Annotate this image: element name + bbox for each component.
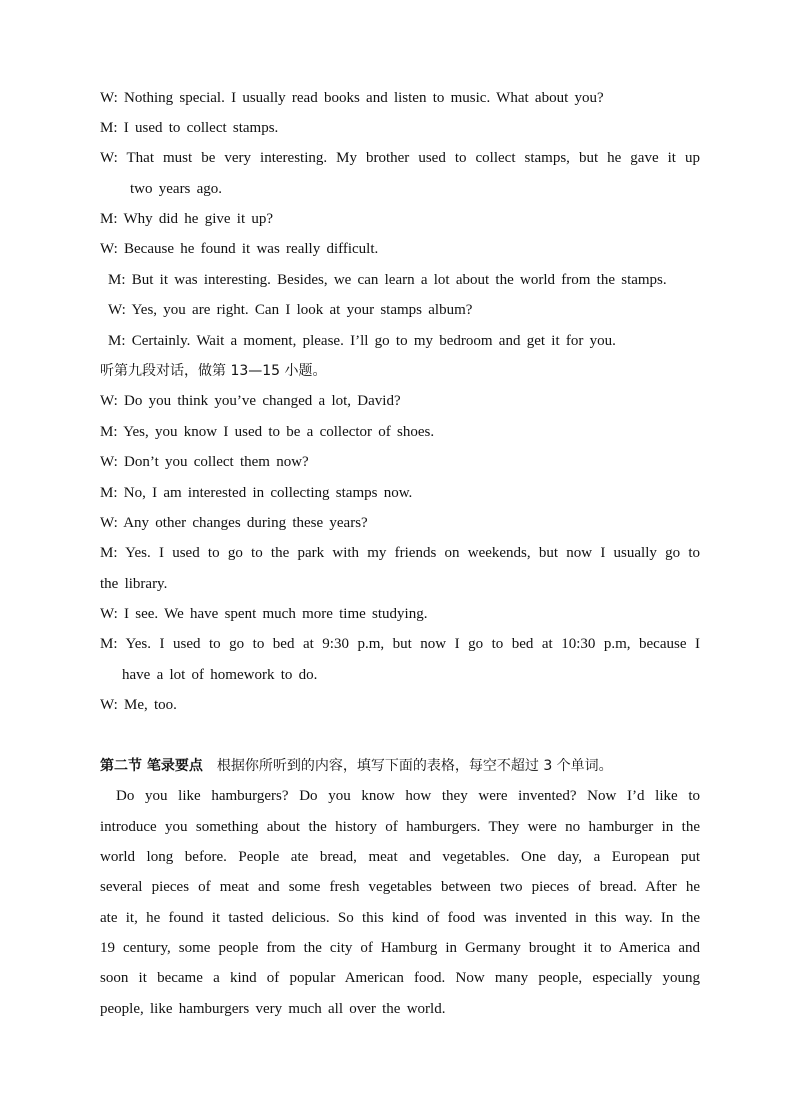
dialogue-line: W: Me, too.: [100, 697, 177, 713]
passage-line: 19 century, some people from the city of Hamburg in Germany brought it to America and: [100, 940, 700, 956]
dialogue-line: W: Do you think you’ve changed a lot, David?: [100, 393, 401, 409]
dialogue-line-continued: have a lot of homework to do.: [122, 667, 318, 683]
dialogue-line: W: Yes, you are right. Can I look at your stamps album?: [108, 302, 473, 318]
dialogue-line: M: Why did he give it up?: [100, 211, 274, 227]
dialogue-line: W: Because he found it was really difficult.: [100, 241, 379, 257]
passage-line: Do you like hamburgers? Do you know how they were invented? Now I’d like to: [116, 788, 700, 804]
passage-line: people, like hamburgers very much all over the world.: [100, 1001, 446, 1017]
dialogue-line: M: No, I am interested in collecting stamps now.: [100, 485, 413, 501]
section-title: 第二节 笔录要点: [100, 758, 203, 774]
dialogue-heading: 听第九段对话，做第 13—15 小题。: [100, 363, 327, 379]
dialogue-line: M: Yes. I used to go to bed at 9:30 p.m, but now I go to bed at 10:30 p.m, because I: [100, 636, 700, 652]
dialogue-line: M: Certainly. Wait a moment, please. I’ll go to my bedroom and get it for you.: [108, 333, 616, 349]
dialogue-line-continued: the library.: [100, 576, 168, 592]
passage-line: several pieces of meat and some fresh vegetables between two pieces of bread. After he: [100, 879, 700, 895]
dialogue-line: W: Nothing special. I usually read books and listen to music. What about you?: [100, 90, 604, 106]
dialogue-line: W: Don’t you collect them now?: [100, 454, 309, 470]
passage-line: soon it became a kind of popular American food. Now many people, especially young: [100, 970, 700, 986]
dialogue-line-continued: two years ago.: [130, 181, 223, 197]
dialogue-line: M: Yes, you know I used to be a collector of shoes.: [100, 424, 435, 440]
dialogue-line: W: Any other changes during these years?: [100, 515, 368, 531]
dialogue-line: M: But it was interesting. Besides, we can learn a lot about the world from the stamps.: [108, 272, 667, 288]
passage-line: introduce you something about the history of hamburgers. They were no hamburger in the: [100, 819, 700, 835]
section-heading: [100, 757, 700, 775]
dialogue-line: W: That must be very interesting. My brother used to collect stamps, but he gave it up: [100, 150, 700, 166]
dialogue-line: M: I used to collect stamps.: [100, 120, 279, 136]
dialogue-line: M: Yes. I used to go to the park with my friends on weekends, but now I usually go to: [100, 545, 700, 561]
dialogue-line: W: I see. We have spent much more time studying.: [100, 606, 428, 622]
section-instruction: 根据你所听到的内容，填写下面的表格，每空不超过 3 个单词。: [216, 758, 613, 774]
passage-line: ate it, he found it tasted delicious. So this kind of food was invented in this way. In the: [100, 910, 700, 926]
passage-line: world long before. People ate bread, meat and vegetables. One day, a European put: [100, 849, 700, 865]
